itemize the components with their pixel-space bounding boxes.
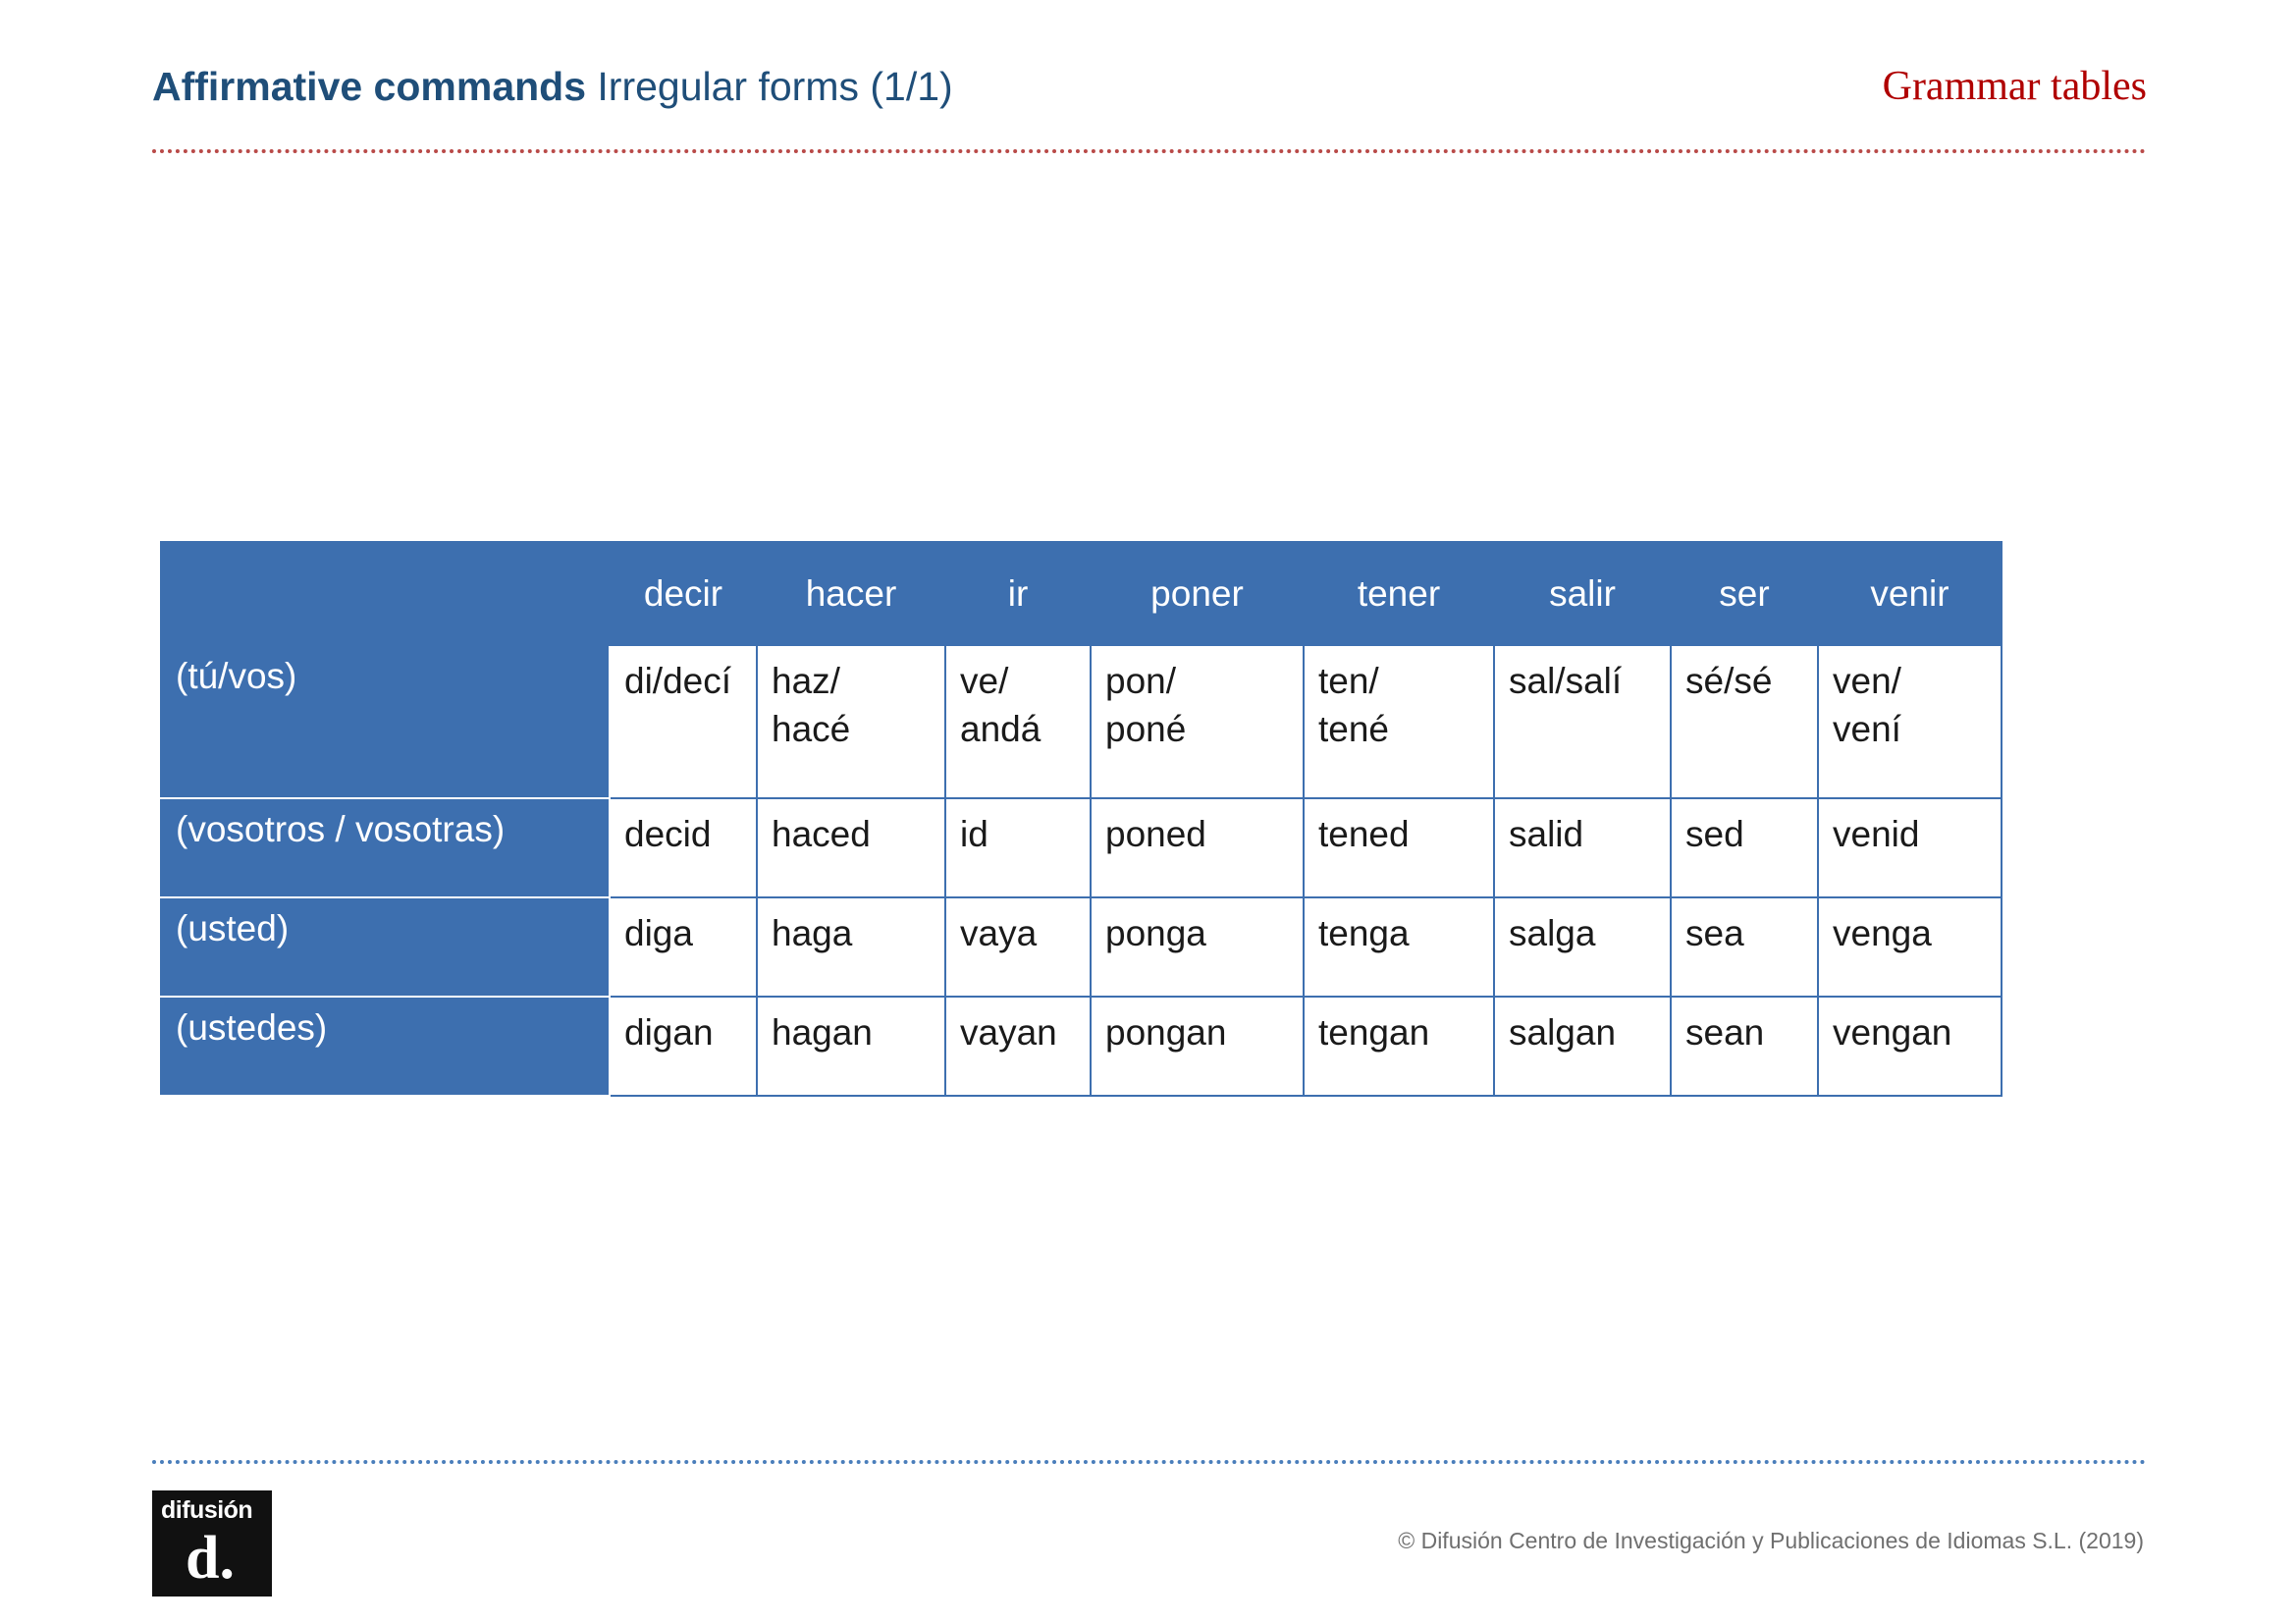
header-divider xyxy=(152,149,2147,153)
page-header xyxy=(152,61,2147,151)
page-title-light: Irregular forms (1/1) xyxy=(586,64,953,109)
cell-tu-ir: ve/ andá xyxy=(945,645,1091,798)
grammar-table-container xyxy=(160,541,2002,1097)
cell-tu-ser: sé/sé xyxy=(1671,645,1818,798)
cell-vosotros-poner: poned xyxy=(1091,798,1304,897)
row-label-usted: (usted) xyxy=(161,897,610,997)
cell-usted-decir: diga xyxy=(610,897,757,997)
cell-tu-salir: sal/salí xyxy=(1494,645,1671,798)
table-row xyxy=(161,645,2002,798)
grammar-table xyxy=(160,541,2002,1097)
cell-tu-hacer: haz/ hacé xyxy=(757,645,945,798)
cell-ustedes-ir: vayan xyxy=(945,997,1091,1096)
cell-usted-venir: venga xyxy=(1818,897,2002,997)
cell-usted-salir: salga xyxy=(1494,897,1671,997)
logo-wordmark: difusión xyxy=(161,1496,253,1524)
cell-ustedes-decir: digan xyxy=(610,997,757,1096)
logo-glyph-icon: d. xyxy=(186,1525,235,1592)
cell-tu-decir: di/decí xyxy=(610,645,757,798)
column-header-decir: decir xyxy=(610,542,757,645)
cell-ustedes-venir: vengan xyxy=(1818,997,2002,1096)
cell-vosotros-salir: salid xyxy=(1494,798,1671,897)
cell-vosotros-tener: tened xyxy=(1304,798,1494,897)
row-label-tu-vos: (tú/vos) xyxy=(161,645,610,798)
row-label-vosotros: (vosotros / vosotras) xyxy=(161,798,610,897)
cell-vosotros-venir: venid xyxy=(1818,798,2002,897)
column-header-venir: venir xyxy=(1818,542,2002,645)
column-header-tener: tener xyxy=(1304,542,1494,645)
cell-ustedes-ser: sean xyxy=(1671,997,1818,1096)
cell-usted-ir: vaya xyxy=(945,897,1091,997)
column-header-hacer: hacer xyxy=(757,542,945,645)
table-row xyxy=(161,997,2002,1096)
cell-vosotros-ser: sed xyxy=(1671,798,1818,897)
cell-ustedes-poner: pongan xyxy=(1091,997,1304,1096)
cell-usted-poner: ponga xyxy=(1091,897,1304,997)
column-header-ser: ser xyxy=(1671,542,1818,645)
difusion-logo xyxy=(152,1490,272,1597)
cell-usted-hacer: haga xyxy=(757,897,945,997)
column-header-poner: poner xyxy=(1091,542,1304,645)
cell-tu-tener: ten/ tené xyxy=(1304,645,1494,798)
cell-ustedes-salir: salgan xyxy=(1494,997,1671,1096)
footer-divider xyxy=(152,1460,2147,1464)
row-label-ustedes: (ustedes) xyxy=(161,997,610,1096)
table-corner-cell xyxy=(161,542,610,645)
column-header-ir: ir xyxy=(945,542,1091,645)
cell-vosotros-hacer: haced xyxy=(757,798,945,897)
table-header-row xyxy=(161,542,2002,645)
column-header-salir: salir xyxy=(1494,542,1671,645)
cell-ustedes-hacer: hagan xyxy=(757,997,945,1096)
page-title-bold: Affirmative commands xyxy=(152,64,587,109)
copyright-text: © Difusión Centro de Investigación y Publicaciones de Idiomas S.L. (2019) xyxy=(1398,1528,2144,1553)
cell-tu-poner: pon/ poné xyxy=(1091,645,1304,798)
table-row xyxy=(161,897,2002,997)
table-head xyxy=(161,542,2002,645)
page-title xyxy=(152,61,953,112)
cell-tu-venir: ven/ vení xyxy=(1818,645,2002,798)
cell-usted-tener: tenga xyxy=(1304,897,1494,997)
table-row xyxy=(161,798,2002,897)
cell-vosotros-decir: decid xyxy=(610,798,757,897)
table-body xyxy=(161,645,2002,1096)
cell-ustedes-tener: tengan xyxy=(1304,997,1494,1096)
cell-vosotros-ir: id xyxy=(945,798,1091,897)
section-label: Grammar tables xyxy=(1882,64,2147,109)
cell-usted-ser: sea xyxy=(1671,897,1818,997)
